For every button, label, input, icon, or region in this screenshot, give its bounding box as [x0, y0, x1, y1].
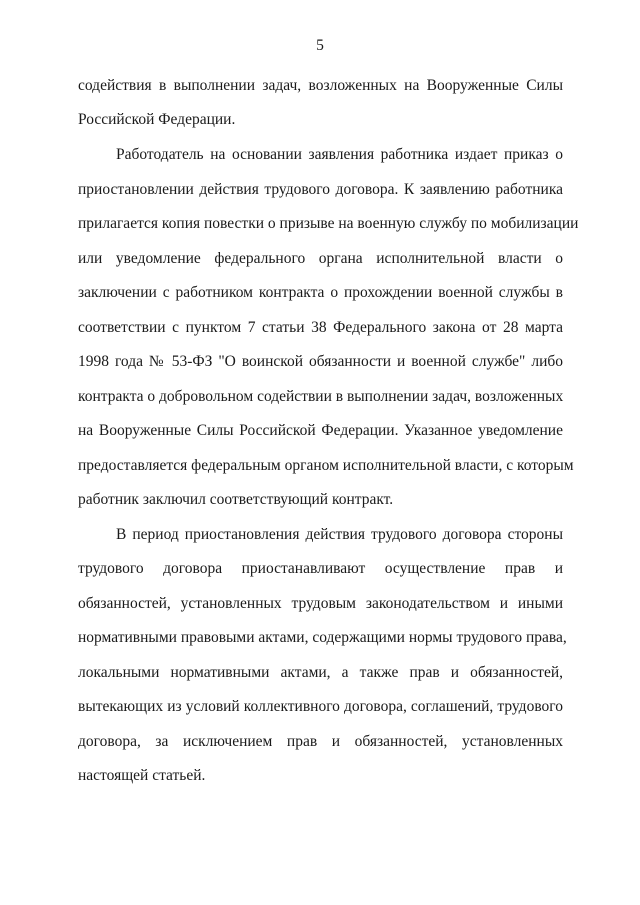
text-line: вытекающих из условий коллективного договора, соглашений, трудового — [78, 698, 563, 715]
text-line: соответствии с пунктом 7 статьи 38 Федерального закона от 28 марта — [78, 319, 563, 336]
text-line: контракта о добровольном содействии в выполнении задач, возложенных — [78, 388, 564, 405]
text-line: нормативными правовыми актами, содержащими нормы трудового права, — [78, 629, 567, 646]
text-line: 1998 года № 53-ФЗ "О воинской обязанности и военной службе" либо — [78, 353, 563, 370]
text-line: трудового договора приостанавливают осуществление прав и — [78, 560, 563, 577]
text-line: договора, за исключением прав и обязанностей, установленных — [78, 733, 563, 750]
text-line: приостановлении действия трудового договора. К заявлению работника — [78, 181, 563, 198]
text-line: Работодатель на основании заявления работника издает приказ о — [116, 146, 563, 163]
text-line: обязанностей, установленных трудовым законодательством и иными — [78, 595, 563, 612]
text-line: прилагается копия повестки о призыве на военную службу по мобилизации — [78, 215, 579, 232]
text-line: содействия в выполнении задач, возложенных на Вооруженные Силы — [78, 77, 563, 94]
text-line: работник заключил соответствующий контракт. — [78, 491, 394, 508]
text-line: настоящей статьей. — [78, 767, 206, 784]
text-line: Российской Федерации. — [78, 111, 236, 128]
text-line: заключении с работником контракта о прохождении военной службы в — [78, 284, 563, 301]
text-line: В период приостановления действия трудового договора стороны — [116, 526, 563, 543]
text-line: на Вооруженные Силы Российской Федерации. Указанное уведомление — [78, 422, 563, 439]
text-line: локальными нормативными актами, а также прав и обязанностей, — [78, 664, 563, 681]
text-line: или уведомление федерального органа исполнительной власти о — [78, 250, 563, 267]
text-line: предоставляется федеральным органом исполнительной власти, с которым — [78, 457, 574, 474]
page-number: 5 — [316, 37, 324, 54]
